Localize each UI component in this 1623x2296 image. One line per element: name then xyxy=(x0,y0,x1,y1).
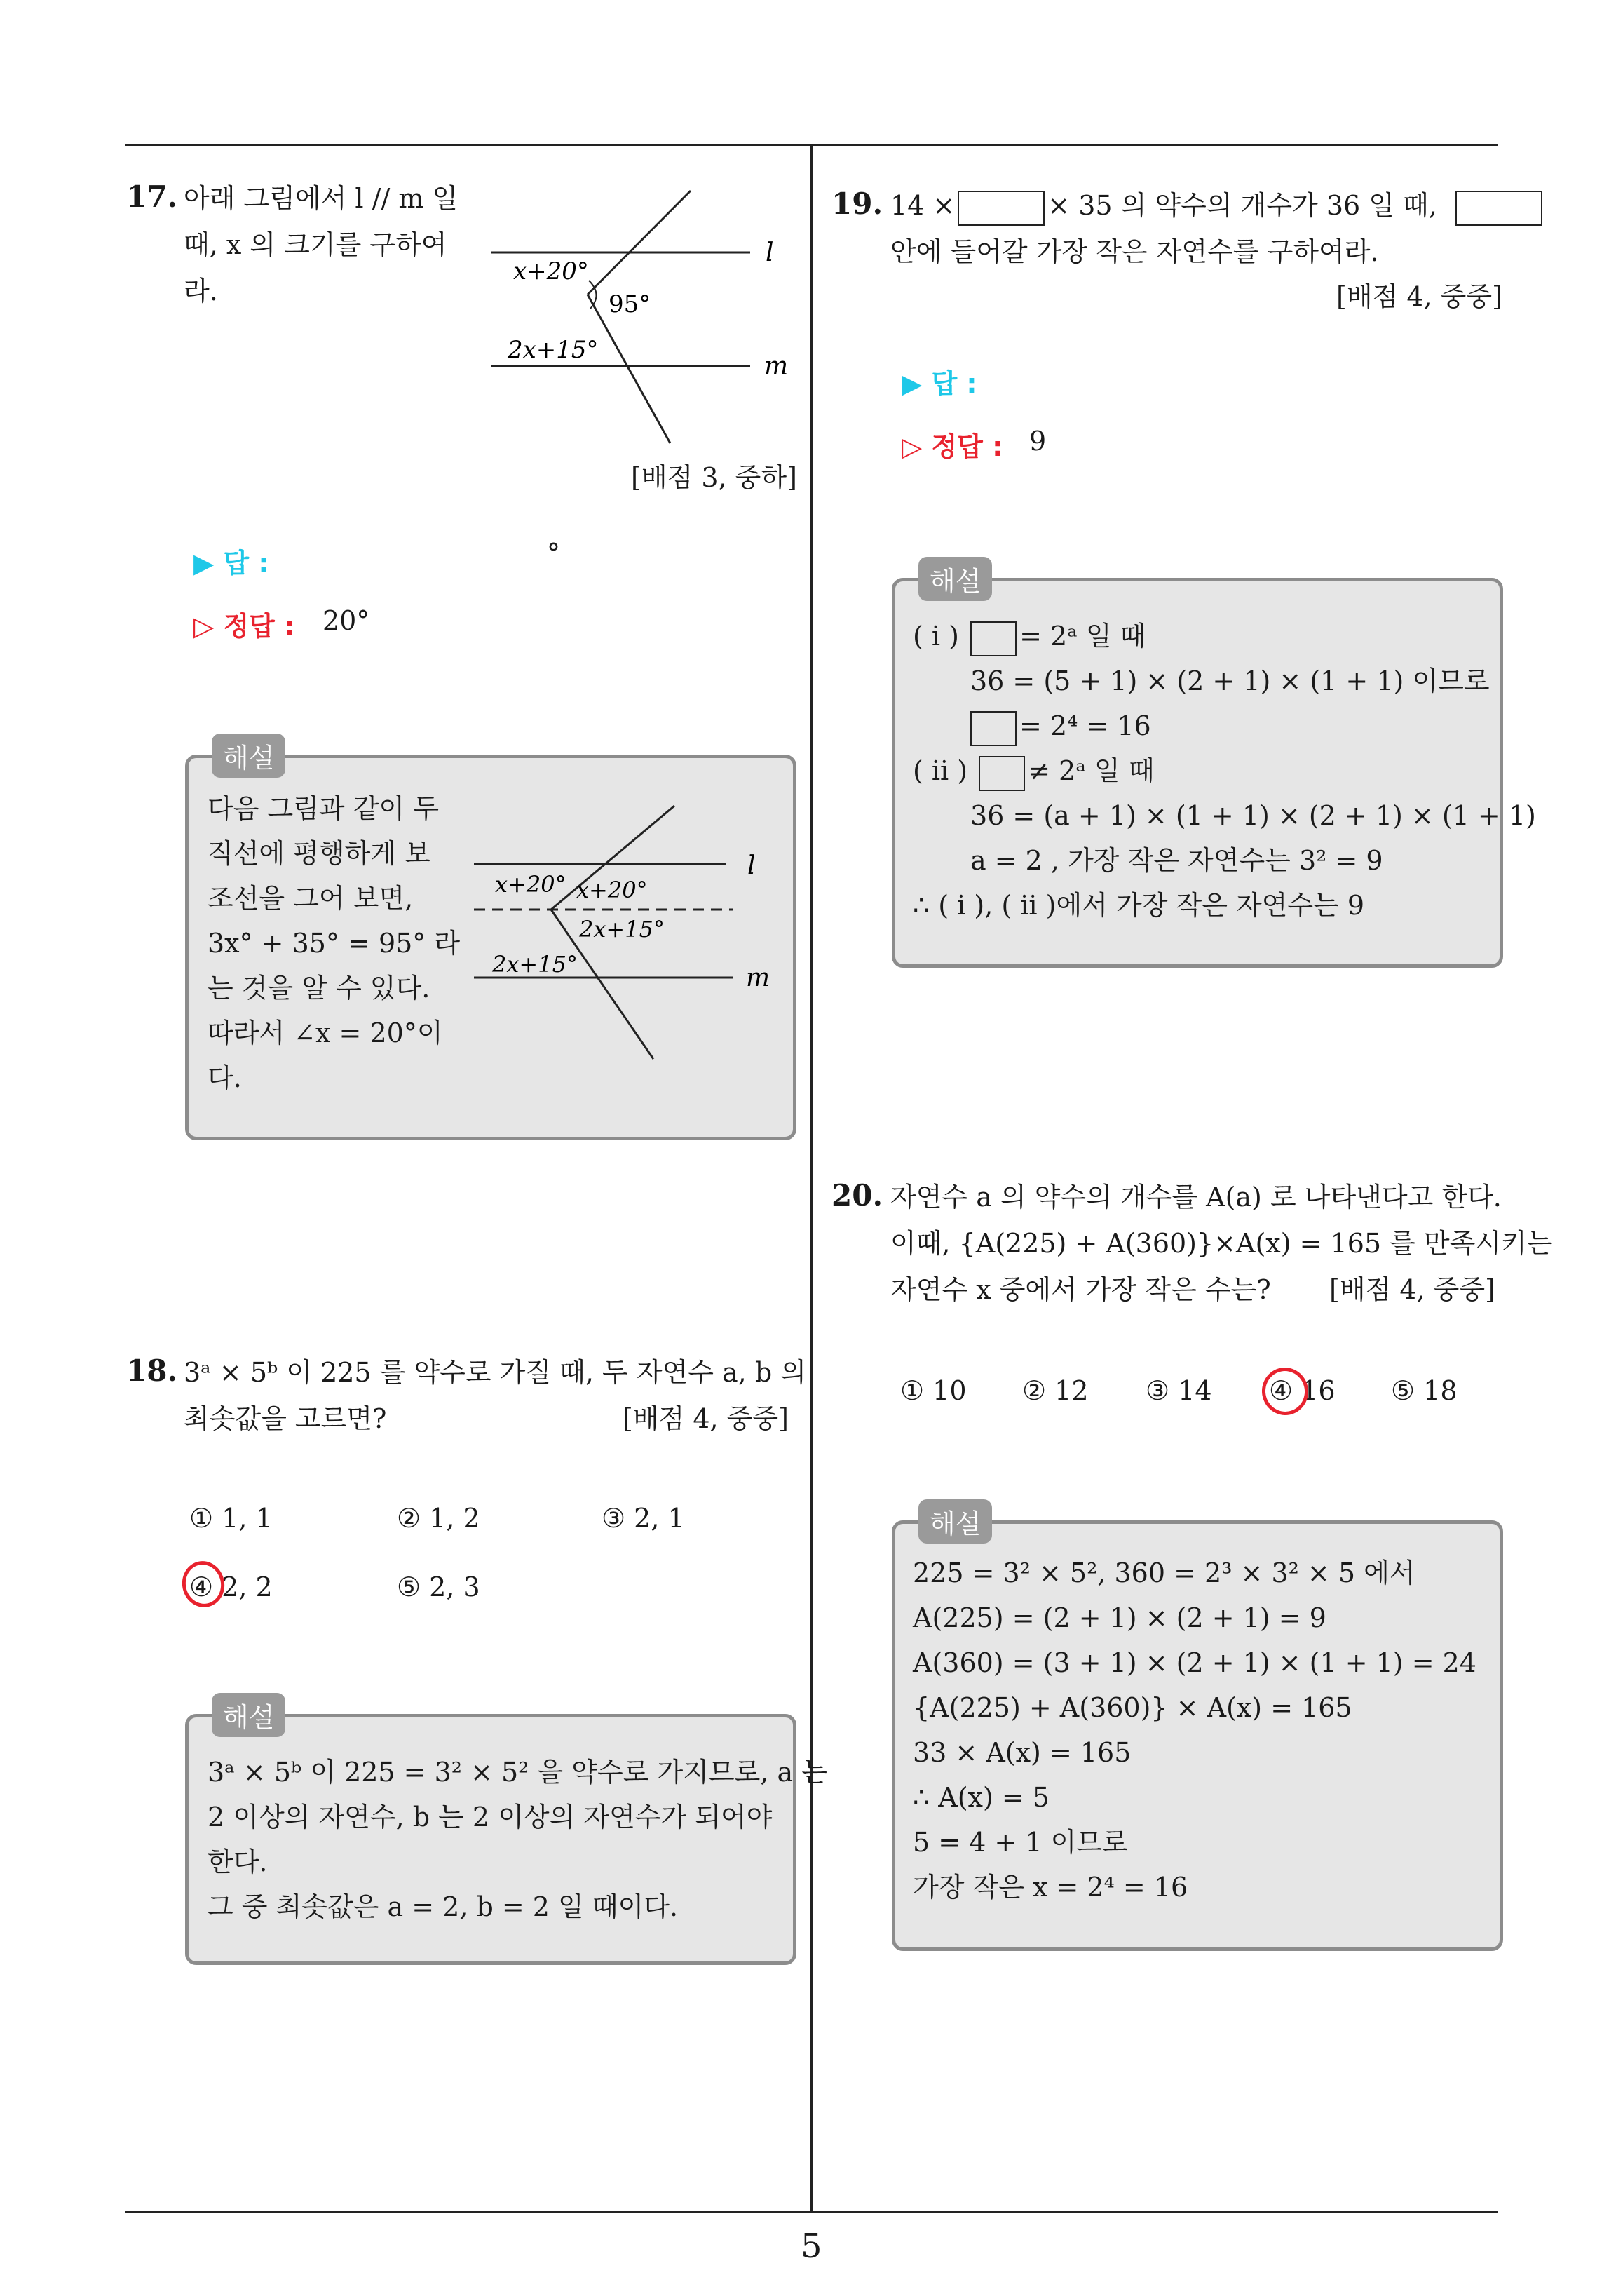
q19-number: 19. xyxy=(831,187,883,221)
q19-line-1 xyxy=(890,182,1545,229)
q17-sol-line-2: 직선에 평행하게 보 xyxy=(208,838,430,869)
q19-score: [배점 4, 중중] xyxy=(1336,281,1502,312)
q18-choice-3[interactable]: ③ 2, 1 xyxy=(602,1503,685,1534)
q18-line-1: 3ᵃ × 5ᵇ 이 225 를 약수로 가질 때, 두 자연수 a, b 의 xyxy=(184,1357,806,1388)
q20-choice-4[interactable]: ④ 16 xyxy=(1269,1375,1336,1406)
q18-solution-tag: 해설 xyxy=(212,1693,285,1737)
q20-line-3: 자연수 x 중에서 가장 작은 수는? xyxy=(890,1274,1271,1305)
q17-sol-angle-4: 2x+15° xyxy=(492,951,578,978)
q17-angle-bottom: 2x+15° xyxy=(508,336,599,364)
q18-score: [배점 4, 중중] xyxy=(623,1403,789,1434)
q20-choice-2[interactable]: ② 12 xyxy=(1022,1375,1089,1406)
q18-line-2: 최솟값을 고르면? xyxy=(184,1403,387,1434)
q18-sol-line-2: 2 이상의 자연수, b 는 2 이상의 자연수가 되어야 xyxy=(208,1802,773,1832)
q17-sol-label-l: l xyxy=(747,851,756,880)
q18-choice-4[interactable]: ④ 2, 2 xyxy=(189,1572,273,1602)
q19-sol-conclusion: ∴ ( i ), ( ii )에서 가장 작은 자연수는 9 xyxy=(913,890,1365,921)
q17-sol-line-4: 3x° + 35° = 95° 라 xyxy=(208,928,461,959)
q19-sol-box-2 xyxy=(970,711,1017,746)
q20-sol-line-7: 5 = 4 + 1 이므로 xyxy=(913,1827,1128,1858)
q17-line-3: 라. xyxy=(184,276,218,306)
q17-solution-figure xyxy=(467,799,789,1066)
column-divider xyxy=(810,144,813,2213)
q19-line-1b: × 35 의 약수의 개수가 36 일 때, xyxy=(1047,190,1437,221)
q17-sol-angle-1: x+20° xyxy=(495,871,566,898)
q20-score: [배점 4, 중중] xyxy=(1329,1274,1495,1305)
q19-sol-ii-text: ≠ 2ᵃ 일 때 xyxy=(1028,755,1155,786)
q17-sol-angle-3: 2x+15° xyxy=(579,916,665,943)
q20-sol-line-5: 33 × A(x) = 165 xyxy=(913,1737,1132,1768)
q20-choice-3[interactable]: ③ 14 xyxy=(1146,1375,1212,1406)
q17-angle-95: 95° xyxy=(609,290,651,318)
q20-solution-tag: 해설 xyxy=(918,1499,992,1544)
q17-answer-label: ▶ 답 : xyxy=(193,548,269,579)
q17-sol-line-1: 다음 그림과 같이 두 xyxy=(208,793,439,824)
q19-sol-i-text: = 2ᵃ 일 때 xyxy=(1019,621,1146,651)
q20-sol-line-3: A(360) = (3 + 1) × (2 + 1) × (1 + 1) = 24 xyxy=(913,1647,1476,1678)
q20-choice-1[interactable]: ① 10 xyxy=(900,1375,967,1406)
q17-correct-label: ▷ 정답 : xyxy=(193,611,295,642)
q17-answer-unit: ° xyxy=(547,538,560,569)
bottom-rule xyxy=(125,2211,1498,2213)
q19-line-2: 안에 들어갈 가장 작은 자연수를 구하여라. xyxy=(890,236,1379,267)
q18-choice-1[interactable]: ① 1, 1 xyxy=(189,1503,273,1534)
q17-sol-angle-2: x+20° xyxy=(576,877,648,903)
q19-sol-ii-label: ( ii ) xyxy=(913,755,968,786)
q18-choice-5[interactable]: ⑤ 2, 3 xyxy=(397,1572,480,1602)
q17-sol-line-5: 는 것을 알 수 있다. xyxy=(208,973,430,1004)
q17-solution-tag: 해설 xyxy=(212,734,285,778)
q17-correct-value: 20° xyxy=(322,605,370,636)
q19-sol-i xyxy=(913,613,1146,659)
q20-sol-line-6: ∴ A(x) = 5 xyxy=(913,1782,1050,1813)
q19-solution-tag: 해설 xyxy=(918,557,992,601)
q19-answer-label: ▶ 답 : xyxy=(902,368,977,399)
q19-sol-ii-line-3: a = 2 , 가장 작은 자연수는 3² = 9 xyxy=(970,845,1383,876)
q19-answer-input[interactable] xyxy=(1010,353,1262,393)
q19-sol-ii xyxy=(913,748,1155,794)
q19-sol-i-l3-text: = 2⁴ = 16 xyxy=(1019,710,1151,741)
q18-sol-line-3: 한다. xyxy=(208,1846,268,1877)
q20-line-2: 이때, {A(225) + A(360)}×A(x) = 165 를 만족시키는 xyxy=(890,1228,1553,1259)
q19-correct-value: 9 xyxy=(1029,426,1047,457)
q20-sol-line-4: {A(225) + A(360)} × A(x) = 165 xyxy=(913,1692,1352,1723)
page-number: 5 xyxy=(801,2227,822,2266)
q18-choice-2[interactable]: ② 1, 2 xyxy=(397,1503,480,1534)
q17-sol-line-6: 따라서 ∠x = 20°이 xyxy=(208,1018,443,1048)
q18-number: 18. xyxy=(126,1353,178,1388)
q17-angle-top: x+20° xyxy=(513,257,589,285)
q20-number: 20. xyxy=(831,1178,883,1213)
q19-sol-i-line-3 xyxy=(967,703,1151,749)
q20-sol-line-1: 225 = 3² × 5², 360 = 2³ × 3² × 5 에서 xyxy=(913,1558,1415,1588)
q19-sol-box-3 xyxy=(979,756,1025,791)
q17-label-l: l xyxy=(766,238,774,267)
q17-sol-line-3: 조선을 그어 보면, xyxy=(208,883,414,914)
q17-number: 17. xyxy=(126,180,178,214)
q20-choice-5[interactable]: ⑤ 18 xyxy=(1391,1375,1458,1406)
q17-line-2: 때, x 의 크기를 구하여 xyxy=(184,229,447,260)
q19-line-1a: 14 × xyxy=(890,190,956,221)
q19-sol-box-1 xyxy=(970,621,1017,656)
q17-label-m: m xyxy=(764,352,789,381)
q18-sol-line-4: 그 중 최솟값은 a = 2, b = 2 일 때이다. xyxy=(208,1891,679,1922)
q19-correct-label: ▷ 정답 : xyxy=(902,431,1003,462)
q20-line-1: 자연수 a 의 약수의 개수를 A(a) 로 나타낸다고 한다. xyxy=(890,1182,1502,1213)
q17-line-1: 아래 그림에서 l // m 일 xyxy=(184,183,459,214)
q17-score: [배점 3, 중하] xyxy=(631,462,797,493)
q20-sol-line-8: 가장 작은 x = 2⁴ = 16 xyxy=(913,1872,1188,1903)
q17-sol-label-m: m xyxy=(746,964,770,992)
q19-blank-box-2 xyxy=(1455,191,1542,226)
q17-answer-input[interactable] xyxy=(301,533,533,572)
q19-sol-i-line-2: 36 = (5 + 1) × (2 + 1) × (1 + 1) 이므로 xyxy=(970,666,1490,696)
q19-blank-box xyxy=(958,191,1045,226)
q19-sol-ii-line-2: 36 = (a + 1) × (1 + 1) × (2 + 1) × (1 + 1) xyxy=(970,800,1536,831)
q19-sol-i-label: ( i ) xyxy=(913,621,959,651)
q18-sol-line-1: 3ᵃ × 5ᵇ 이 225 = 3² × 5² 을 약수로 가지므로, a 는 xyxy=(208,1757,827,1788)
q17-figure xyxy=(484,182,799,449)
q20-sol-line-2: A(225) = (2 + 1) × (2 + 1) = 9 xyxy=(913,1602,1326,1633)
q17-sol-line-7: 다. xyxy=(208,1062,242,1093)
